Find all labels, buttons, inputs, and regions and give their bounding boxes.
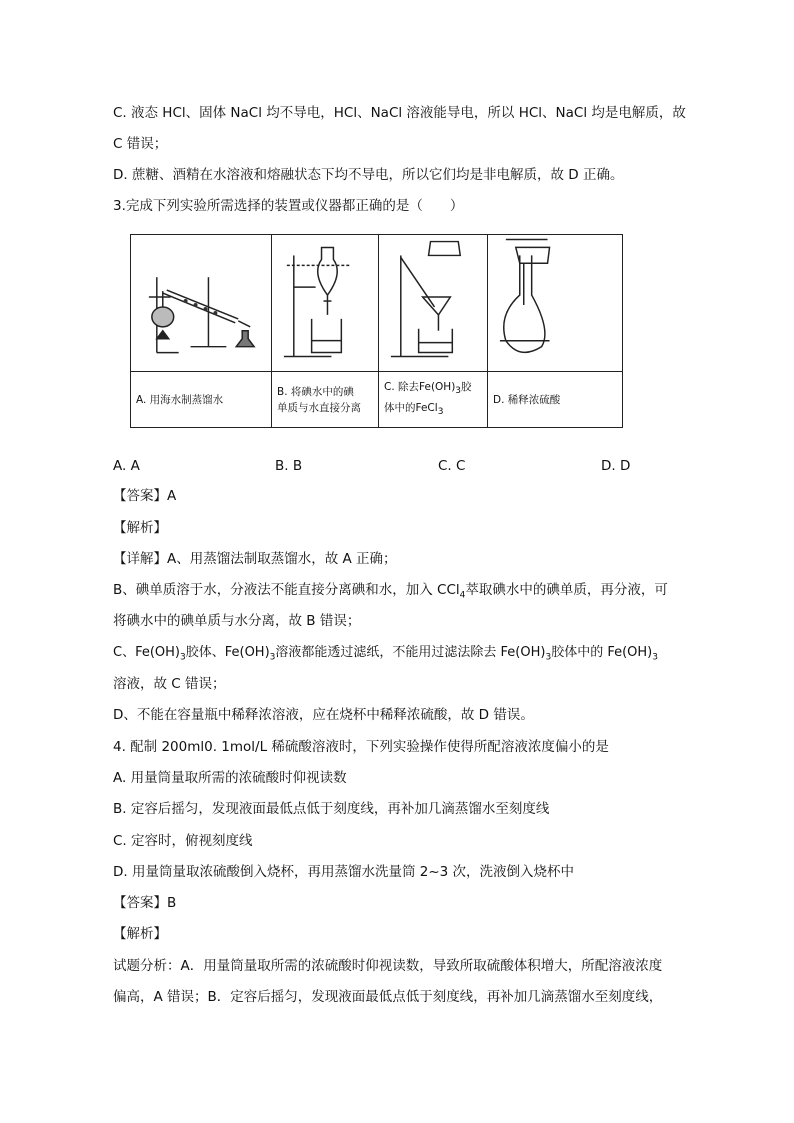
caption-d bbox=[488, 372, 623, 428]
caption-c-fecl-formula: FeCl bbox=[415, 401, 438, 414]
q4-option-d: D. 用量筒量取浓硫酸倒入烧杯，再用蒸馏水洗量筒 2~3 次，洗液倒入烧杯中 bbox=[113, 864, 575, 880]
caption-c-subscript: 3 bbox=[455, 386, 462, 397]
caption-b bbox=[272, 372, 379, 428]
caption-c-formula: Fe(OH) bbox=[419, 381, 456, 394]
q3-detail-2-subscript: 4 bbox=[459, 590, 466, 601]
volumetric-flask-image bbox=[488, 235, 622, 371]
apparatus-b-cell bbox=[272, 235, 379, 372]
q3-detail-2-part-a: B、碘单质溶于水，分液法不能直接分离碘和水，加入 CCl bbox=[113, 582, 460, 598]
caption-c-prefix: C. 除去 bbox=[384, 381, 420, 394]
q4-analysis-line-2: 偏高，A 错误；B．定容后摇匀，发现液面最低点低于刻度线，再补加几滴蒸馏水至刻度线， bbox=[113, 989, 663, 1005]
distillation-apparatus-image bbox=[131, 235, 271, 371]
q4-option-b: B. 定容后摇匀，发现液面最低点低于刻度线，再补加几滴蒸馏水至刻度线 bbox=[113, 801, 550, 817]
q4-analysis-line-1: 试题分析：A．用量筒量取所需的浓硫酸时仰视读数，导致所取硫酸体积增大，所配溶液浓度 bbox=[113, 958, 663, 974]
q4-option-c: C. 定容时，俯视刻度线 bbox=[113, 833, 253, 849]
q3-detail-line-1: 【详解】A、用蒸馏法制取蒸馏水，故 A 正确； bbox=[113, 551, 397, 567]
q4-answer: 【答案】B bbox=[113, 895, 177, 911]
caption-a-text: A. 用海水制蒸馏水 bbox=[136, 393, 224, 406]
q3-detail-4-f: 3 bbox=[545, 652, 552, 663]
q3-detail-4-h: 3 bbox=[652, 652, 658, 663]
separatory-funnel-image bbox=[272, 235, 378, 371]
apparatus-c-cell bbox=[379, 235, 488, 372]
q3-detail-line-6: D、不能在容量瓶中稀释浓溶液，应在烧杯中稀释浓硫酸，故 D 错误。 bbox=[113, 707, 534, 723]
analysis-c-line-2: C 错误； bbox=[113, 136, 168, 152]
caption-b-line-1: B. 将碘水中的碘 bbox=[277, 385, 354, 398]
q3-detail-2-part-c: 萃取碘水中的碘单质，再分液，可 bbox=[465, 582, 668, 598]
apparatus-d-cell bbox=[488, 235, 623, 372]
q4-option-a: A. 用量筒量取所需的浓硫酸时仰视读数 bbox=[113, 770, 347, 786]
choice-d: D. D bbox=[601, 458, 631, 474]
q3-detail-line-5: 溶液，故 C 错误； bbox=[113, 676, 226, 692]
question-4-stem: 4. 配制 200ml0. 1mol/L 稀硫酸溶液时，下列实验操作使得所配溶液浓度偏小的是 bbox=[113, 739, 609, 755]
q3-answer: 【答案】A bbox=[113, 488, 177, 504]
caption-c-line-2: 体中的 bbox=[384, 401, 416, 414]
caption-d-text: D. 稀释浓硫酸 bbox=[493, 393, 561, 406]
question-3-stem: 3.完成下列实验所需选择的装置或仪器都正确的是（ ） bbox=[113, 198, 464, 214]
q3-detail-4-b: 3 bbox=[180, 652, 186, 663]
apparatus-table bbox=[130, 234, 623, 428]
q3-detail-4-g: 胶体中的 Fe(OH) bbox=[551, 645, 653, 660]
caption-a bbox=[131, 372, 272, 428]
analysis-c-line-1: C. 液态 HCl、固体 NaCl 均不导电，HCl、NaCl 溶液能导电，所以 HCl、NaCl 均是电解质，故 bbox=[113, 105, 686, 121]
filtration-apparatus-image bbox=[379, 235, 487, 371]
q3-detail-line-2 bbox=[113, 580, 668, 606]
q3-detail-4-d: 3 bbox=[269, 652, 276, 663]
caption-c bbox=[379, 372, 488, 428]
q3-detail-line-4 bbox=[113, 643, 658, 668]
q3-analysis-label: 【解析】 bbox=[113, 520, 167, 536]
q3-detail-line-3: 将碘水中的碘单质与水分离，故 B 错误； bbox=[113, 613, 361, 629]
apparatus-a-cell bbox=[131, 235, 272, 372]
q3-detail-4-e: 溶液都能透过滤纸，不能用过滤法除去 Fe(OH) bbox=[275, 645, 546, 660]
analysis-d-line: D. 蔗糖、酒精在水溶液和熔融状态下均不导电，所以它们均是非电解质，故 D 正确。 bbox=[113, 167, 624, 183]
q4-analysis-label: 【解析】 bbox=[113, 926, 167, 942]
choice-a: A. A bbox=[113, 458, 140, 474]
q3-detail-4-a: C、Fe(OH) bbox=[113, 645, 180, 660]
caption-c-colloid: 胶 bbox=[461, 381, 472, 394]
choice-c: C. C bbox=[438, 458, 466, 474]
q3-detail-4-c: 胶体、Fe(OH) bbox=[185, 645, 270, 660]
caption-b-line-2: 单质与水直接分离 bbox=[277, 401, 361, 414]
caption-c-fecl-subscript: 3 bbox=[437, 406, 444, 417]
choice-b: B. B bbox=[275, 458, 303, 474]
